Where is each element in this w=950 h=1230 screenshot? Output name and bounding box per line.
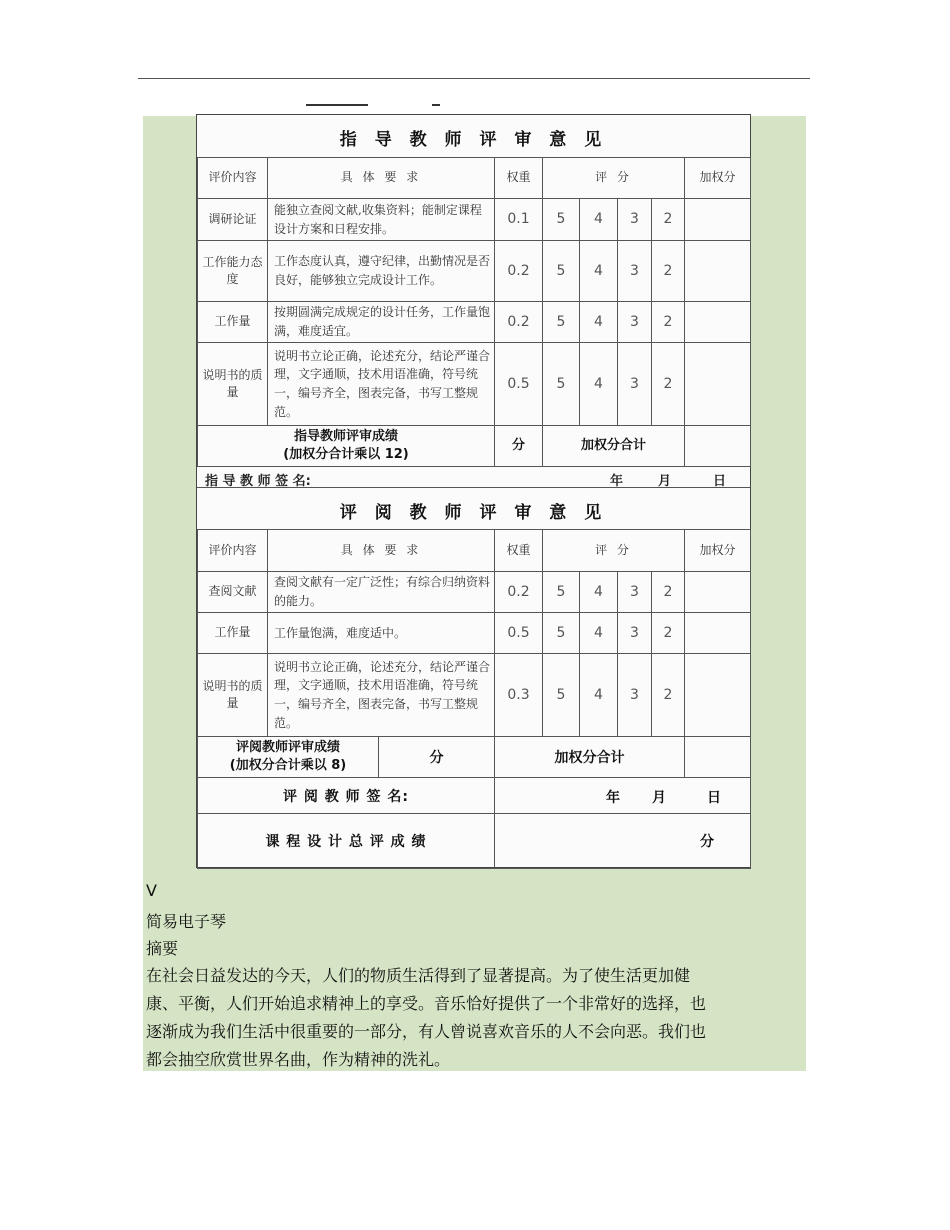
score-4: 4 (580, 343, 618, 426)
grade-label-line2: (加权分合计乘以 12) (283, 447, 409, 462)
final-grade-label: 课 程 设 计 总 评 成 绩 (198, 814, 495, 869)
row-weight: 0.5 (495, 343, 543, 426)
reviewer-grade-label (198, 737, 379, 778)
final-grade-row (198, 814, 751, 869)
paragraph-line: 在社会日益发达的今天，人们的物质生活得到了显著提高。为了使生活更加健 (146, 966, 691, 985)
reviewer-sign-row (198, 778, 751, 814)
sign-year: 年 (606, 790, 620, 806)
row-requirement: 工作态度认真，遵守纪律，出勤情况是否良好，能够独立完成设计工作。 (268, 241, 495, 302)
supervisor-sign-label: 指 导 教 师 签 名: (205, 474, 311, 489)
row-requirement: 说明书立论正确，论述充分，结论严谨合理，文字通顺，技术用语准确，符号统一，编号齐全，图表完备，书写工整规范。 (268, 343, 495, 426)
score-3: 3 (618, 241, 652, 302)
reviewer-sign-date (495, 778, 751, 814)
header-content: 评价内容 (198, 158, 268, 199)
grade-label-line2: (加权分合计乘以 8) (229, 758, 347, 773)
score-5: 5 (543, 199, 580, 241)
weighted-score-cell (685, 199, 751, 241)
supervisor-table (197, 157, 751, 467)
header-weighted: 加权分 (685, 530, 751, 572)
table-row (198, 654, 751, 737)
weighted-score-cell (685, 241, 751, 302)
score-3: 3 (618, 199, 652, 241)
score-4: 4 (580, 241, 618, 302)
reviewer-summary-table (197, 736, 751, 869)
header-requirement: 具 体 要 求 (268, 158, 495, 199)
score-3: 3 (618, 613, 652, 654)
final-grade-unit: 分 (495, 814, 751, 869)
header-weighted: 加权分 (685, 158, 751, 199)
grade-label-line1: 评阅教师评审成绩 (235, 739, 340, 755)
row-item: 查阅文献 (198, 572, 268, 613)
sign-day: 日 (707, 790, 721, 806)
score-2: 2 (652, 613, 685, 654)
score-5: 5 (543, 613, 580, 654)
table-row (198, 572, 751, 613)
weighted-total-cell (685, 426, 751, 467)
paragraph-line: 康、平衡，人们开始追求精神上的享受。音乐恰好提供了一个非常好的选择，也 (146, 994, 707, 1013)
scan-artifact-mark (306, 104, 368, 106)
score-2: 2 (652, 241, 685, 302)
weighted-score-cell (685, 613, 751, 654)
row-requirement: 说明书立论正确，论述充分，结论严谨合理，文字通顺，技术用语准确，符号统一，编号齐全，图表完备，书写工整规范。 (268, 654, 495, 737)
table-header-row (198, 530, 751, 572)
row-weight: 0.1 (495, 199, 543, 241)
score-2: 2 (652, 572, 685, 613)
reviewer-sign-label: 评 阅 教 师 签 名: (198, 778, 495, 814)
sign-month: 月 (658, 474, 672, 489)
table-row (198, 241, 751, 302)
row-weight: 0.5 (495, 613, 543, 654)
header-requirement: 具 体 要 求 (268, 530, 495, 572)
score-2: 2 (652, 654, 685, 737)
table-row (198, 302, 751, 343)
row-requirement: 查阅文献有一定广泛性；有综合归纳资料的能力。 (268, 572, 495, 613)
weighted-score-cell (685, 302, 751, 343)
score-4: 4 (580, 572, 618, 613)
row-item: 工作能力态度 (198, 241, 268, 302)
row-weight: 0.2 (495, 302, 543, 343)
score-5: 5 (543, 241, 580, 302)
table-row (198, 613, 751, 654)
score-2: 2 (652, 199, 685, 241)
header-content: 评价内容 (198, 530, 268, 572)
supervisor-sign-row (197, 466, 750, 488)
score-5: 5 (543, 654, 580, 737)
score-4: 4 (580, 654, 618, 737)
row-weight: 0.3 (495, 654, 543, 737)
row-requirement: 工作量饱满，难度适中。 (268, 613, 495, 654)
paragraph-line: 都会抽空欣赏世界名曲，作为精神的洗礼。 (146, 1050, 451, 1069)
reviewer-summary-row (198, 737, 751, 778)
weighted-total-label: 加权分合计 (495, 737, 685, 778)
document-title: 简易电子琴 (146, 912, 227, 931)
evaluation-form-image (196, 114, 751, 868)
score-5: 5 (543, 343, 580, 426)
row-item: 工作量 (198, 302, 268, 343)
page-top-rule (138, 78, 810, 79)
abstract-heading: 摘要 (146, 939, 179, 958)
score-3: 3 (618, 572, 652, 613)
score-4: 4 (580, 199, 618, 241)
weighted-total-label: 加权分合计 (543, 426, 685, 467)
score-3: 3 (618, 654, 652, 737)
score-5: 5 (543, 302, 580, 343)
supervisor-grade-label (198, 426, 495, 467)
header-score: 评 分 (543, 158, 685, 199)
sign-year: 年 (610, 474, 624, 489)
weighted-score-cell (685, 654, 751, 737)
row-requirement: 按期圆满完成规定的设计任务，工作量饱满，难度适宜。 (268, 302, 495, 343)
supervisor-section-title: 指 导 教 师 评 审 意 见 (339, 130, 608, 150)
weighted-total-cell (685, 737, 751, 778)
reviewer-section-title: 评 阅 教 师 评 审 意 见 (339, 503, 608, 523)
row-weight: 0.2 (495, 572, 543, 613)
score-4: 4 (580, 613, 618, 654)
score-5: 5 (543, 572, 580, 613)
supervisor-summary-row (198, 426, 751, 467)
score-2: 2 (652, 302, 685, 343)
sign-day: 日 (713, 474, 727, 489)
grade-label-line1: 指导教师评审成绩 (293, 428, 398, 444)
score-3: 3 (618, 302, 652, 343)
grade-unit: 分 (495, 426, 543, 467)
header-score: 评 分 (543, 530, 685, 572)
header-weight: 权重 (495, 158, 543, 199)
row-item: 说明书的质量 (198, 343, 268, 426)
weighted-score-cell (685, 343, 751, 426)
row-weight: 0.2 (495, 241, 543, 302)
sign-month: 月 (652, 790, 666, 806)
reviewer-table (197, 529, 751, 737)
row-item: 工作量 (198, 613, 268, 654)
score-4: 4 (580, 302, 618, 343)
page-marker: V (146, 881, 157, 900)
weighted-score-cell (685, 572, 751, 613)
row-item: 调研论证 (198, 199, 268, 241)
score-3: 3 (618, 343, 652, 426)
row-requirement: 能独立查阅文献,收集资料；能制定课程设计方案和日程安排。 (268, 199, 495, 241)
row-item: 说明书的质量 (198, 654, 268, 737)
header-weight: 权重 (495, 530, 543, 572)
grade-unit: 分 (379, 737, 495, 778)
table-row (198, 343, 751, 426)
table-header-row (198, 158, 751, 199)
scan-artifact-mark (432, 104, 440, 106)
table-row (198, 199, 751, 241)
score-2: 2 (652, 343, 685, 426)
paragraph-line: 逐渐成为我们生活中很重要的一部分，有人曾说喜欢音乐的人不会向恶。我们也 (146, 1022, 707, 1041)
